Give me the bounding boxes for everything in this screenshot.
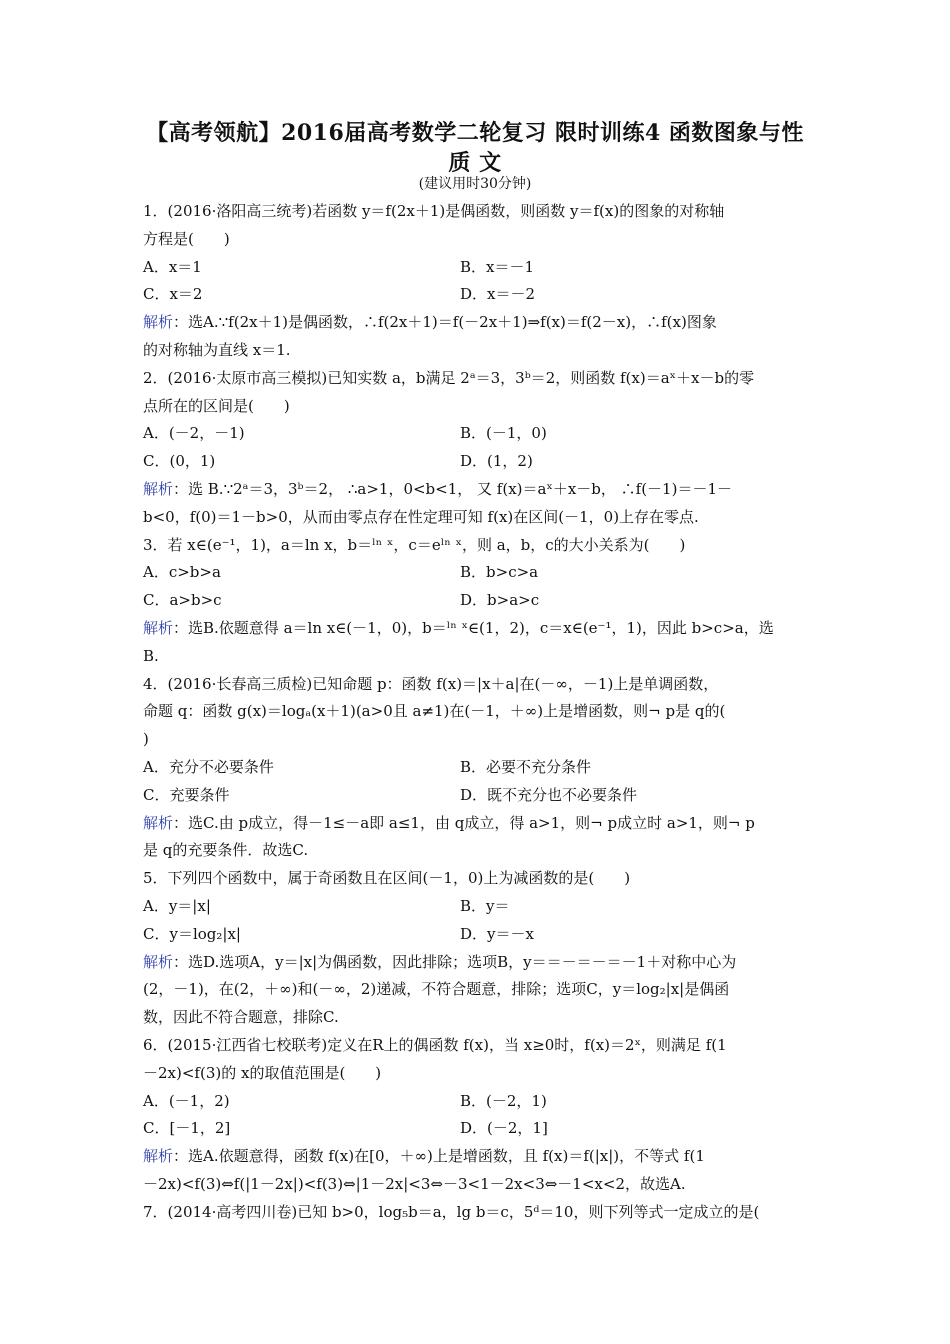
analysis-text: ：选A.依题意得，函数 f(x)在[0，＋∞)上是增函数，且 f(x)＝f(|x|)，不等式 f(1: [173, 1147, 705, 1166]
option-row: [143, 420, 811, 448]
option-d: D．x＝－2: [460, 285, 536, 304]
option-row: [143, 254, 811, 282]
option-c: C．充要条件: [143, 785, 230, 804]
question-stem-line: 5．下列四个函数中，属于奇函数且在区间(－1，0)上为减函数的是( ): [143, 869, 631, 888]
analysis-label: 解析: [143, 313, 174, 332]
option-d: D．(1，2): [460, 452, 533, 471]
question-list: [143, 198, 811, 1226]
option-d: D．y＝－x: [460, 924, 534, 943]
analysis-label: 解析: [143, 813, 174, 832]
option-a: A．x＝1: [143, 257, 202, 276]
question-stem-line: 命题 q：函数 g(x)＝logₐ(x＋1)(a>0且 a≠1)在(－1，＋∞)上是增函数，则¬ p是 q的(: [143, 702, 726, 721]
question-stem-line: ): [143, 730, 149, 749]
question-stem-line: －2x)<f(3)的 x的取值范围是( ): [143, 1063, 382, 1082]
option-row: [143, 754, 811, 782]
analysis-line: 数，因此不符合题意，排除C.: [143, 1008, 339, 1027]
question-stem-line: 6．(2015·江西省七校联考)定义在R上的偶函数 f(x)，当 x≥0时，f(x)＝2ˣ，则满足 f(1: [143, 1035, 727, 1054]
option-a: A．y＝|x|: [143, 896, 211, 915]
option-row: [143, 1115, 811, 1143]
analysis-line: [143, 810, 811, 838]
option-b: B．b>c>a: [460, 563, 539, 582]
option-row: [143, 1088, 811, 1116]
analysis-text: ：选D.选项A，y＝|x|为偶函数，因此排除；选项B，y＝＝－＝－＝－1＋对称中心为: [173, 952, 737, 971]
analysis-line: [143, 309, 811, 337]
analysis-text: ：选B.依题意得 a＝ln x∈(－1，0)，b＝ˡⁿ ˣ∈(1，2)，c＝x∈(e⁻¹，1)，因此 b>c>a，选: [173, 618, 774, 637]
question-stem-line: 4．(2016·长春高三质检)已知命题 p：函数 f(x)＝|x＋a|在(－∞，－1)上是单调函数，: [143, 674, 719, 693]
option-b: B．(－2，1): [460, 1091, 547, 1110]
option-b: B．y＝: [460, 896, 510, 915]
question-stem-line: 7．(2014·高考四川卷)已知 b>0，log₅b＝a，lg b＝c，5ᵈ＝10，则下列等式一定成立的是(: [143, 1202, 760, 1221]
analysis-text: ：选A.∵f(2x＋1)是偶函数，∴f(2x＋1)＝f(－2x＋1)⇒f(x)＝f(2－x)，∴f(x)图象: [173, 313, 717, 332]
option-b: B．(－1，0): [460, 424, 547, 443]
question-1: [143, 198, 811, 365]
option-a: A．充分不必要条件: [143, 757, 274, 776]
analysis-label: 解析: [143, 479, 174, 498]
option-d: D．b>a>c: [460, 591, 540, 610]
analysis-line: [143, 476, 811, 504]
suggested-time: (建议用时30分钟): [418, 176, 532, 192]
analysis-label: 解析: [143, 1147, 174, 1166]
question-4: [143, 671, 811, 866]
analysis-line: 是 q的充要条件．故选C.: [143, 841, 309, 860]
question-3: [143, 532, 811, 671]
analysis-line: b<0，f(0)＝1－b>0，从而由零点存在性定理可知 f(x)在区间(－1，0)上存在零点.: [143, 507, 699, 526]
analysis-text: ：选 B.∵2ᵃ＝3，3ᵇ＝2， ∴a>1，0<b<1， 又 f(x)＝aˣ＋x－b， ∴f(－1)＝－1－: [173, 479, 732, 498]
option-row: [143, 782, 811, 810]
option-row: [143, 893, 811, 921]
analysis-line: [143, 615, 811, 643]
question-stem-line: 方程是( ): [143, 229, 230, 248]
option-row: [143, 559, 811, 587]
question-2: [143, 365, 811, 532]
option-c: C．(0，1): [143, 452, 216, 471]
title-line-1: 【高考领航】2016届高考数学二轮复习 限时训练4 函数图象与性: [146, 120, 804, 146]
option-c: C．y＝log₂|x|: [143, 924, 241, 943]
analysis-line: －2x)<f(3)⇔f(|1－2x|)<f(3)⇔|1－2x|<3⇔－3<1－2x<3⇔－1<x<2，故选A.: [143, 1174, 686, 1193]
question-6: [143, 1032, 811, 1199]
analysis-label: 解析: [143, 618, 174, 637]
document-title: [120, 118, 830, 178]
analysis-text: ：选C.由 p成立，得－1≤－a即 a≤1，由 q成立，得 a>1，则¬ p成立时 a>1，则¬ p: [173, 813, 755, 832]
question-stem-line: 2．(2016·太原市高三模拟)已知实数 a，b满足 2ᵃ＝3，3ᵇ＝2，则函数 f(x)＝aˣ＋x－b的零: [143, 368, 755, 387]
analysis-label: 解析: [143, 952, 174, 971]
option-c: C．a>b>c: [143, 591, 222, 610]
analysis-line: (2，－1)，在(2，＋∞)和(－∞，2)递减，不符合题意，排除；选项C，y＝log₂|x|是偶函: [143, 980, 730, 999]
option-d: D．(－2，1]: [460, 1119, 548, 1138]
question-5: [143, 865, 811, 1032]
option-d: D．既不充分也不必要条件: [460, 785, 638, 804]
analysis-line: 的对称轴为直线 x＝1.: [143, 340, 291, 359]
option-row: [143, 448, 811, 476]
option-a: A．c>b>a: [143, 563, 221, 582]
option-a: A．(－1，2): [143, 1091, 230, 1110]
option-c: C．[－1，2]: [143, 1119, 231, 1138]
analysis-line: [143, 949, 811, 977]
option-row: [143, 921, 811, 949]
option-b: B．x＝－1: [460, 257, 535, 276]
option-row: [143, 281, 811, 309]
question-7: [143, 1199, 811, 1227]
option-c: C．x＝2: [143, 285, 203, 304]
question-stem-line: 3．若 x∈(e⁻¹，1)，a＝ln x，b＝ˡⁿ ˣ，c＝eˡⁿ ˣ，则 a，b，c的大小关系为( ): [143, 535, 686, 554]
question-stem-line: 点所在的区间是( ): [143, 396, 290, 415]
title-line-2: 质 文: [448, 150, 502, 176]
option-row: [143, 587, 811, 615]
question-stem-line: 1．(2016·洛阳高三统考)若函数 y＝f(2x＋1)是偶函数，则函数 y＝f(x)的图象的对称轴: [143, 202, 725, 220]
option-a: A．(－2，－1): [143, 424, 245, 443]
option-b: B．必要不充分条件: [460, 757, 592, 776]
analysis-line: [143, 1143, 811, 1171]
analysis-line: B.: [143, 646, 159, 665]
